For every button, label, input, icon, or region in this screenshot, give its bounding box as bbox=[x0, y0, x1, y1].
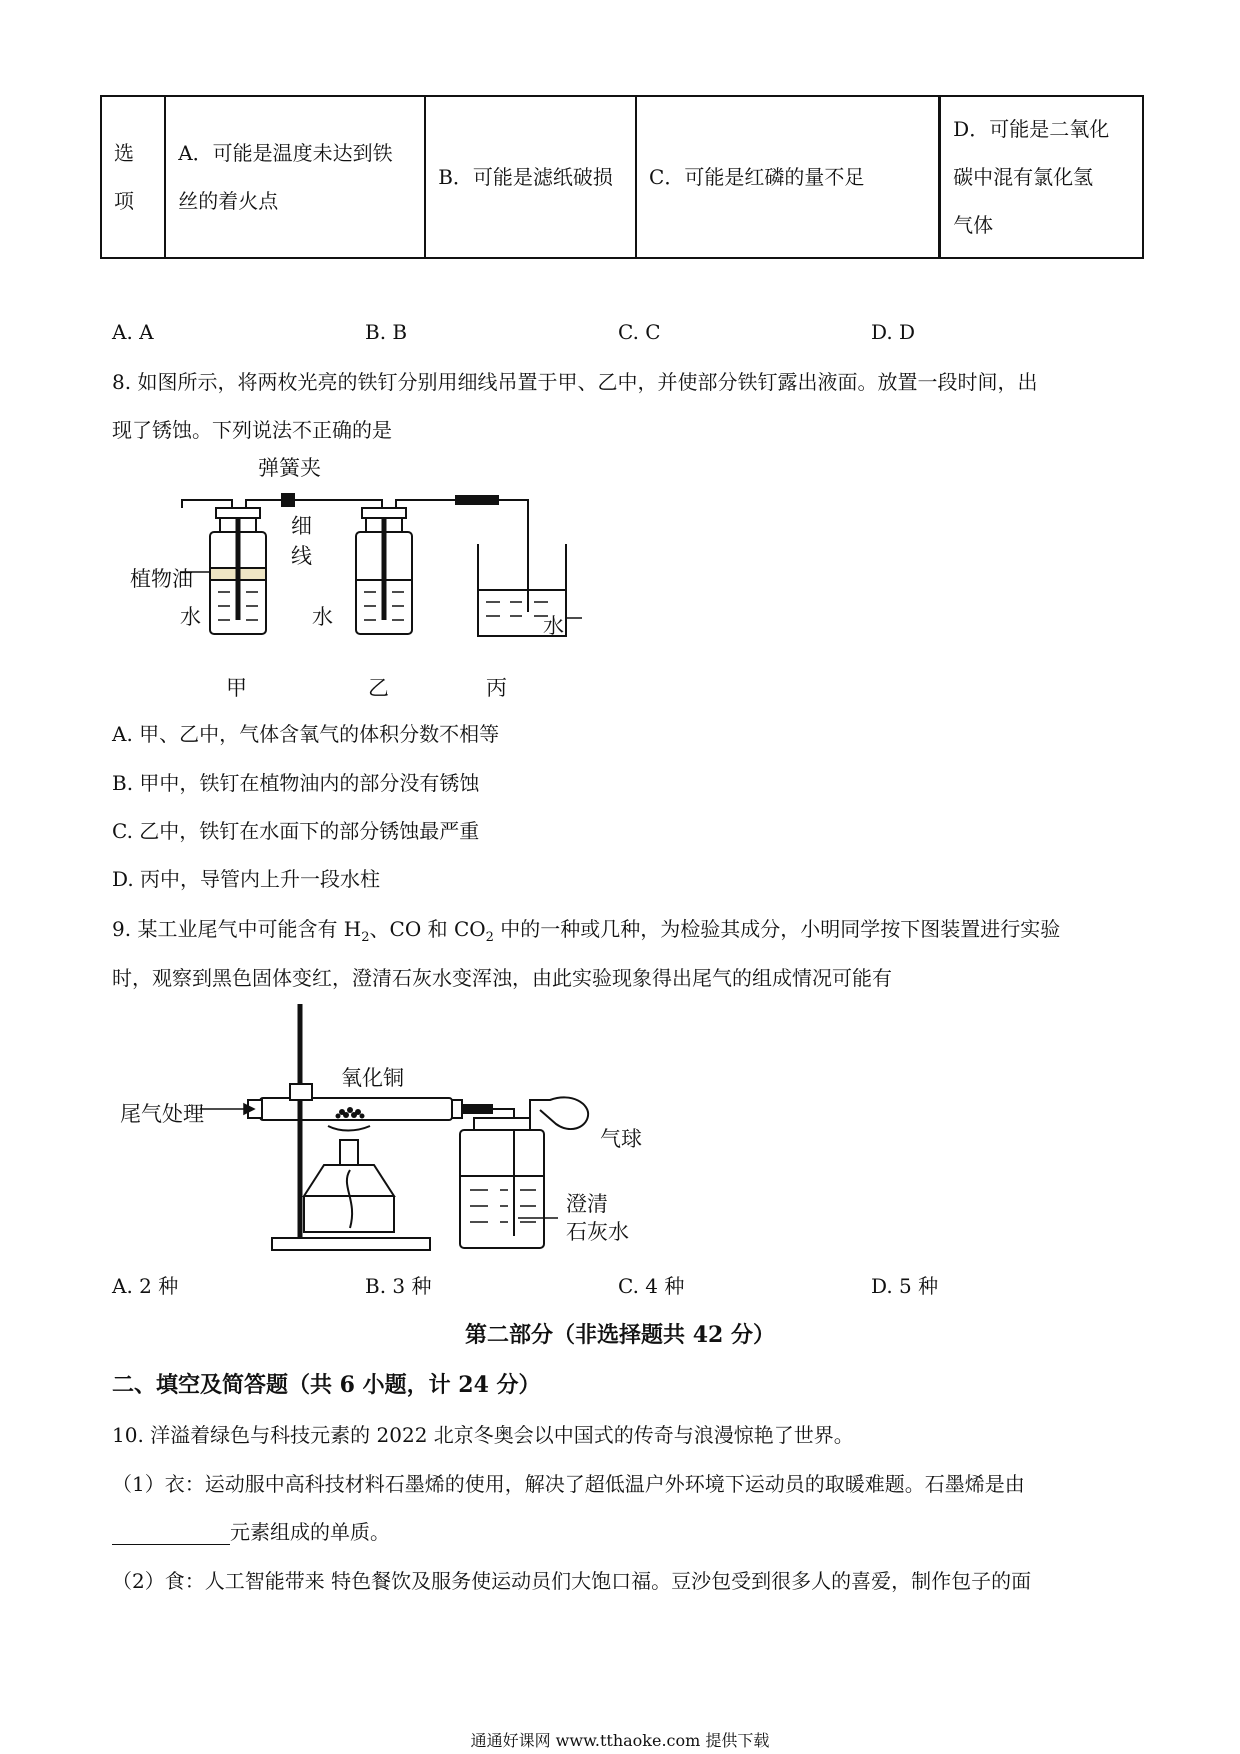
label-water-jia: 水 bbox=[180, 605, 201, 629]
rubber-connector bbox=[456, 496, 498, 504]
q8-option-b: B. 甲中，铁钉在植物油内的部分没有锈蚀 bbox=[112, 771, 480, 795]
label-spring-clip: 弹簧夹 bbox=[258, 456, 321, 480]
lamp-wick-holder bbox=[340, 1140, 358, 1165]
label-balloon: 气球 bbox=[600, 1127, 642, 1151]
q7-choice-c: C. C bbox=[618, 320, 661, 344]
label-thread-2: 线 bbox=[291, 544, 312, 568]
label-limewater-line1: 澄清 bbox=[566, 1192, 608, 1216]
q9-stem-line1 bbox=[112, 916, 1060, 951]
q8-option-a: A. 甲、乙中，气体含氧气的体积分数不相等 bbox=[112, 722, 500, 746]
bottle-jia-stopper bbox=[216, 508, 260, 518]
q9-sub-co2: 2 bbox=[485, 930, 494, 945]
q7-choice-a: A. A bbox=[112, 320, 154, 344]
label-water-yi: 水 bbox=[312, 605, 333, 629]
options-table bbox=[100, 95, 1144, 259]
clamp bbox=[290, 1084, 312, 1100]
q10-sub1-line1: （1）衣：运动服中高科技材料石墨烯的使用，解决了超低温户外环境下运动员的取暖难题。石墨烯是由 bbox=[112, 1472, 1025, 1496]
q9-sub-h2: 2 bbox=[361, 930, 370, 945]
label-thread-1: 细 bbox=[291, 514, 312, 538]
table-label-cell bbox=[101, 96, 165, 258]
spring-clip bbox=[282, 494, 294, 506]
q7-choice-d: D. D bbox=[871, 320, 916, 344]
table-option-d bbox=[940, 96, 1143, 258]
bottle-yi-stopper bbox=[362, 508, 406, 518]
q9-choice-c: C. 4 种 bbox=[618, 1274, 685, 1298]
label-tail-gas-inlet: 尾气处理 bbox=[120, 1102, 204, 1126]
caption-yi: 乙 bbox=[368, 676, 389, 700]
q8-stem-line2: 现了锈蚀。下列说法不正确的是 bbox=[112, 418, 392, 442]
bottle-stopper bbox=[474, 1118, 530, 1130]
part2-title: 第二部分（非选择题共 42 分） bbox=[465, 1322, 775, 1348]
limewater-bottle bbox=[460, 1130, 544, 1248]
table-option-b bbox=[425, 96, 636, 258]
label-water-bing: 水 bbox=[543, 614, 564, 638]
outlet-tube bbox=[492, 1109, 514, 1160]
table-label-line1: 选 bbox=[114, 141, 134, 165]
table-option-d-line2: 碳中混有氯化氢 bbox=[953, 165, 1094, 189]
q10-sub2-line1: （2）食：人工智能带来 特色餐饮及服务使运动员们大饱口福。豆沙包受到很多人的喜爱，制作包子的面 bbox=[112, 1569, 1032, 1593]
caption-bing: 丙 bbox=[486, 676, 507, 700]
label-copper-oxide: 氧化铜 bbox=[341, 1066, 404, 1090]
q9-stem-line2: 时，观察到黑色固体变红，澄清石灰水变浑浊，由此实验现象得出尾气的组成情况可能有 bbox=[112, 966, 892, 990]
table-option-c-text: C．可能是红磷的量不足 bbox=[649, 165, 865, 189]
q7-choice-b: B. B bbox=[365, 320, 408, 344]
q10-sub1-line2: 元素组成的单质。 bbox=[230, 1520, 390, 1544]
q10-stem: 10. 洋溢着绿色与科技元素的 2022 北京冬奥会以中国式的传奇与浪漫惊艳了世界。 bbox=[112, 1423, 854, 1447]
q8-option-d: D. 丙中，导管内上升一段水柱 bbox=[112, 867, 381, 891]
stand-base bbox=[272, 1238, 430, 1250]
q9-stem-part-c: 中的一种或几种，为检验其成分，小明同学按下图装置进行实验 bbox=[493, 917, 1061, 941]
tube-jia-left bbox=[182, 500, 232, 508]
balloon bbox=[530, 1097, 588, 1129]
q9-choice-a: A. 2 种 bbox=[112, 1274, 179, 1298]
table-option-d-line1: D．可能是二氧化 bbox=[953, 117, 1110, 141]
q8-option-c: C. 乙中，铁钉在水面下的部分锈蚀最严重 bbox=[112, 819, 480, 843]
table-option-a-line1: A．可能是温度未达到铁 bbox=[178, 141, 393, 165]
q10-sub1-line2-wrap bbox=[112, 1519, 390, 1545]
tube-jia-yi bbox=[246, 500, 382, 508]
answer-blank[interactable] bbox=[112, 1526, 230, 1545]
outlet-connector bbox=[462, 1105, 492, 1113]
table-option-c bbox=[636, 96, 940, 258]
table-option-a bbox=[165, 96, 425, 258]
q9-stem-part-a: 9. 某工业尾气中可能含有 H bbox=[112, 917, 362, 941]
tube-yi-rubber bbox=[396, 500, 456, 508]
tube-bing bbox=[498, 500, 528, 612]
copper-oxide-pile bbox=[336, 1107, 365, 1119]
label-limewater-line2: 石灰水 bbox=[566, 1220, 629, 1244]
q8-stem-line1: 8. 如图所示，将两枚光亮的铁钉分别用细线吊置于甲、乙中，并使部分铁钉露出液面。放置一段时间，出 bbox=[112, 370, 1038, 394]
q9-choice-d: D. 5 种 bbox=[871, 1274, 939, 1298]
label-vegetable-oil: 植物油 bbox=[130, 567, 193, 591]
q9-stem-part-b: 、CO 和 CO bbox=[369, 917, 486, 941]
section2-title: 二、填空及简答题（共 6 小题，计 24 分） bbox=[112, 1372, 541, 1398]
table-label-line2: 项 bbox=[114, 189, 134, 213]
tube-outlet-stopper bbox=[452, 1100, 462, 1118]
lamp-wick bbox=[347, 1170, 352, 1228]
table-option-b-text: B．可能是滤纸破损 bbox=[438, 165, 613, 189]
lamp-base bbox=[304, 1196, 394, 1232]
q9-choice-b: B. 3 种 bbox=[365, 1274, 432, 1298]
caption-jia: 甲 bbox=[226, 676, 247, 700]
table-option-a-line2: 丝的着火点 bbox=[178, 189, 279, 213]
page-footer: 通通好课网 www.tthaoke.com 提供下载 bbox=[470, 1731, 770, 1750]
flame-top bbox=[328, 1126, 370, 1131]
table-option-d-line3: 气体 bbox=[953, 213, 994, 237]
